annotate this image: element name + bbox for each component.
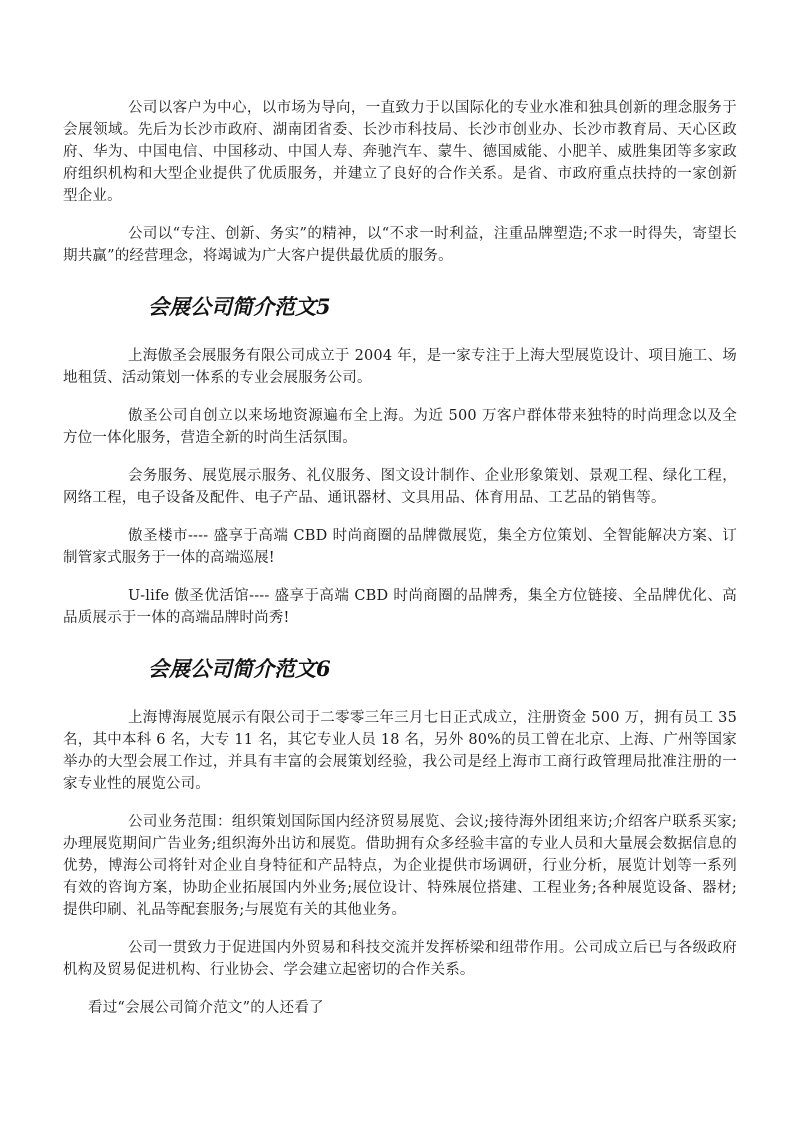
paragraph: 上海博海展览展示有限公司于二零零三年三月七日正式成立，注册资金 500 万，拥有员工 35 名，其中本科 6 名，大专 11 名，其它专业人员 18 名，另外 80%的员工曾在北京、上海、广州等国家举办的大型会展工作过，并具有丰富的会展策划经验，我公司是经上海市工商行政管理局批准注册的一家专业性的展览公司。 [63, 710, 737, 792]
paragraph: 傲圣公司自创立以来场地资源遍布全上海。为近 500 万客户群体带来独特的时尚理念以及全方位一体化服务，营造全新的时尚生活氛围。 [63, 408, 737, 446]
section-heading: 会展公司简介范文6 [148, 656, 331, 681]
see-also-line: 看过“会展公司简介范文”的人还看了 [88, 1000, 324, 1016]
section-heading: 会展公司简介范文5 [148, 294, 331, 319]
paragraph: 上海傲圣会展服务有限公司成立于 2004 年，是一家专注于上海大型展览设计、项目施工、场地租赁、活动策划一体系的专业会展服务公司。 [63, 348, 737, 386]
paragraph: 公司业务范围：组织策划国际国内经济贸易展览、会议;接待海外团组来访;介绍客户联系买家;办理展览期间广告业务;组织海外出访和展览。借助拥有众多经验丰富的专业人员和大量展会数据信息的优势，博海公司将针对企业自身特征和产品特点，为企业提供市场调研，行业分析，展览计划等一系列有效的咨询方案，协助企业拓展国内外业务;展位设计、特殊展位搭建、工程业务;各种展览设备、器材;提供印刷、礼品等配套服务;与展览有关的其他业务。 [63, 814, 737, 918]
paragraph: 会务服务、展览展示服务、礼仪服务、图文设计制作、企业形象策划、景观工程、绿化工程，网络工程，电子设备及配件、电子产品、通讯器材、文具用品、体育用品、工艺品的销售等。 [63, 468, 737, 506]
document-content [63, 97, 737, 1019]
paragraph: 傲圣楼市---- 盛享于高端 CBD 时尚商圈的品牌微展览，集全方位策划、全智能解决方案、订制管家式服务于一体的高端巡展! [63, 528, 737, 566]
paragraph: 公司以客户为中心，以市场为导向，一直致力于以国际化的专业水准和独具创新的理念服务于会展领域。先后为长沙市政府、湖南团省委、长沙市科技局、长沙市创业办、长沙市教育局、天心区政府、华为、中国电信、中国移动、中国人寿、奔驰汽车、蒙牛、德国威能、小肥羊、威胜集团等多家政府组织机构和大型企业提供了优质服务，并建立了良好的合作关系。是省、市政府重点扶持的一家创新型企业。 [63, 100, 737, 204]
paragraph: U-life 傲圣优活馆---- 盛享于高端 CBD 时尚商圈的品牌秀，集全方位链接、全品牌优化、高品质展示于一体的高端品牌时尚秀! [63, 588, 737, 626]
paragraph: 公司以“专注、创新、务实”的精神，以“不求一时利益，注重品牌塑造;不求一时得失，寄望长期共赢”的经营理念，将竭诚为广大客户提供最优质的服务。 [63, 226, 737, 264]
paragraph: 公司一贯致力于促进国内外贸易和科技交流并发挥桥梁和纽带作用。公司成立后已与各级政府机构及贸易促进机构、行业协会、学会建立起密切的合作关系。 [63, 940, 737, 978]
